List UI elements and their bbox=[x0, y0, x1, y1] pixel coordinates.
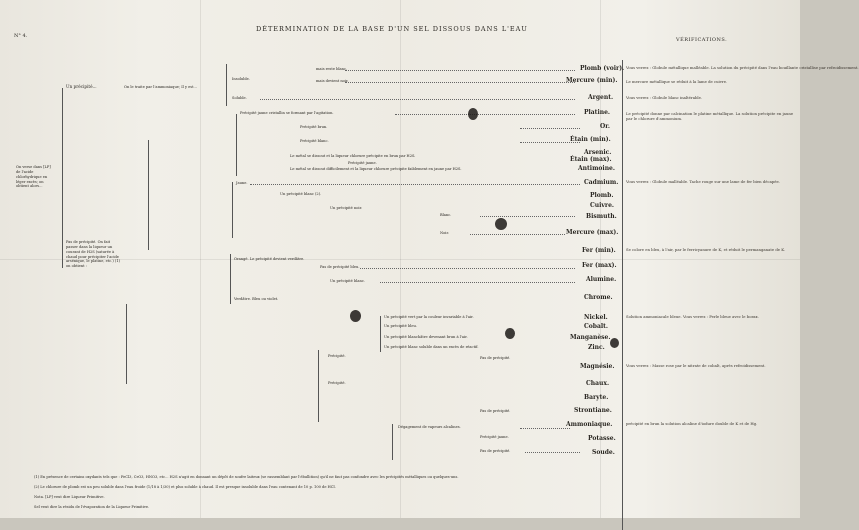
bracket-line bbox=[126, 304, 127, 384]
fifth-note: Pas de précipité. bbox=[480, 356, 511, 360]
leader-line bbox=[345, 70, 575, 71]
page-title: DÉTERMINATION DE LA BASE D'UN SEL DISSOUS DANS L'EAU bbox=[256, 25, 528, 33]
sulfide-note: Le métal se dissout difficilement et la liqueur chlorure précipite faiblement en jaune par H2S. bbox=[290, 167, 462, 171]
verification-text: Vous verrez : Globule blanc inaltérable. bbox=[626, 95, 703, 100]
second-note: Blanc. bbox=[440, 213, 452, 217]
footnote-nota: Nota. [LP] veut dire Liqueur Primitive. bbox=[34, 495, 105, 499]
start-text: On verse dans [LP] de l'acide chlorhydrique en léger excès; on obtient alors... bbox=[16, 165, 51, 189]
branch-precipitate: Un précipité... bbox=[66, 84, 97, 89]
element-chaux: Chaux. bbox=[586, 380, 610, 387]
sulfide-note: Précipité blanc. bbox=[300, 139, 329, 143]
fourth-note: Un précipité blanchâtre devenant brun à l'air. bbox=[384, 335, 468, 339]
footnote-1: (1) En présence de certains oxydants tels que : FeCl3, CrO3, HNO3, etc... H2S n'agit en donnant un dépôt de soufre laiteux (se rassemblant par l'ébullition) qu'il ne faut pas confondre avec les précipités métalliques ou quelques-uns. bbox=[34, 475, 459, 479]
element-arsenic: Arsenic. bbox=[584, 149, 612, 156]
element-magnesie: Magnésie. bbox=[580, 363, 615, 370]
footnote-sel: Sel veut dire la résidu de l'évaporation de la Liqueur Primitive. bbox=[34, 505, 150, 509]
leader-line bbox=[345, 82, 575, 83]
sulfide-note: Précipité jaune. bbox=[348, 161, 377, 165]
second-note: Noir. bbox=[440, 231, 449, 235]
bracket-line bbox=[380, 316, 381, 352]
leader-line bbox=[470, 234, 565, 235]
leader-line bbox=[520, 128, 580, 129]
cond-insoluble: Insoluble. bbox=[232, 77, 250, 81]
bracket-line bbox=[62, 88, 63, 268]
verification-text: Le mercure métallique se réduit à la lame de cuivre. bbox=[626, 79, 728, 84]
leader-line bbox=[260, 99, 575, 100]
element-platine: Platine. bbox=[584, 109, 610, 116]
bracket-line bbox=[148, 140, 149, 250]
verification-block: Vous verrez : Globule malléable. Tache rouge sur une lame de fer bien décapée. bbox=[626, 179, 780, 184]
element-ammoniaque: Ammoniaque. bbox=[566, 421, 613, 428]
bracket-line bbox=[236, 114, 237, 176]
bracket-line bbox=[226, 64, 227, 106]
bracket-line bbox=[230, 254, 231, 304]
ink-blot bbox=[505, 328, 515, 339]
element-cadmium: Cadmium. bbox=[584, 179, 619, 186]
third-note: Orangé. Le précipité devient verdâtre. bbox=[234, 257, 305, 261]
second-note: Un précipité blanc (2). bbox=[280, 192, 322, 196]
branch-no-precipitate: Pas de précipité. On fait passer dans la liqueur un courant de H2S (saturée à chaud pour précipiter l'acide arsénique, le platine, etc.) (1) on obtient : bbox=[66, 240, 121, 269]
ink-blot bbox=[468, 108, 478, 120]
fifth-note: Précipité. bbox=[328, 381, 346, 385]
bracket-line bbox=[318, 350, 319, 422]
elements-divider bbox=[622, 60, 623, 530]
element-fer-max: Fer (max). bbox=[582, 262, 617, 269]
second-note: Jaune. bbox=[236, 181, 248, 185]
element-cuivre: Cuivre. bbox=[590, 202, 614, 209]
sulfide-note: Le métal se dissout et la liqueur chlorure précipite en brun par H2S. bbox=[290, 154, 416, 158]
page-number: N° 4. bbox=[14, 33, 28, 39]
verification-block: précipité en brun la solution alcaline d'iodure double de K et de Hg. bbox=[626, 421, 758, 426]
fourth-note: Un précipité bleu. bbox=[384, 324, 417, 328]
branch-precipitate-sub: On le traite par l'ammoniaque; Il y est... bbox=[124, 85, 197, 89]
leader-line bbox=[520, 428, 570, 429]
third-note: Verdâtre. Bleu ou violet. bbox=[234, 297, 279, 301]
ink-blot bbox=[610, 338, 619, 348]
third-note: Un précipité blanc. bbox=[330, 279, 366, 283]
leader-line bbox=[480, 216, 575, 217]
sub-devient-noir: mais devient noir. bbox=[316, 79, 349, 83]
element-chrome: Chrome. bbox=[584, 294, 613, 301]
cond-soluble: Soluble. bbox=[232, 96, 247, 100]
element-antimoine: Antimoine. bbox=[578, 165, 615, 172]
element-strontiane: Strontiane. bbox=[574, 407, 612, 414]
second-note: Un précipité noir. bbox=[330, 206, 363, 210]
element-etain-min: Étain (min). bbox=[570, 136, 611, 143]
ink-blot bbox=[495, 218, 507, 230]
fifth-note: Précipité. bbox=[328, 354, 346, 358]
element-plomb-2: Plomb. bbox=[590, 192, 614, 199]
footnote-2: (2) Le chlorure de plomb est un peu soluble dans l'eau froide (1/18 à 1/30) et plus soluble à chaud. Il est presque insoluble dans l'eau contenant de 10 p. 100 de HCl. bbox=[34, 485, 336, 489]
leader-line bbox=[250, 184, 580, 185]
leader-line bbox=[525, 452, 580, 453]
element-mercure-min: Mercure (min). bbox=[566, 77, 618, 84]
ink-blot bbox=[350, 310, 361, 322]
third-note: Pas de précipité bleu. bbox=[320, 265, 360, 269]
element-mercure-max: Mercure (max). bbox=[566, 229, 619, 236]
fourth-note: Un précipité blanc soluble dans un excès de réactif. bbox=[384, 345, 479, 349]
verification-block: Se colore en bleu, à l'air, par le ferricyanure de K, et réduit le permanganate de K. bbox=[626, 247, 786, 252]
sixth-note: Dégagement de vapeurs alcalines. bbox=[398, 425, 461, 429]
leader-line bbox=[395, 114, 575, 115]
element-bismuth: Bismuth. bbox=[586, 213, 617, 220]
element-baryte: Baryte. bbox=[584, 394, 609, 401]
bracket-line bbox=[392, 424, 393, 460]
element-plomb: Plomb (voir). bbox=[580, 65, 625, 72]
element-etain-max: Étain (max). bbox=[570, 156, 612, 163]
verification-text: Vous verrez : Globule métallique malléable. La solution du précipité dans l'eau bouillante cristallise par refroidissement. bbox=[626, 65, 859, 70]
element-nickel: Nickel. bbox=[584, 314, 608, 321]
fourth-note: Un précipité vert par la couleur invariable à l'air. bbox=[384, 315, 474, 319]
element-alumine: Alumine. bbox=[586, 276, 617, 283]
leader-line bbox=[380, 282, 575, 283]
element-manganese: Manganèse. bbox=[570, 334, 611, 341]
sulfide-note: Précipité jaune cristallin se formant par l'agitation. bbox=[240, 111, 334, 115]
sub-reste-blanc: mais reste blanc. bbox=[316, 67, 348, 71]
verification-block: Solution ammoniacale bleue. Vous verrez : Perle bleue avec le borax. bbox=[626, 314, 759, 319]
element-soude: Soude. bbox=[592, 449, 615, 456]
verifications-header: VÉRIFICATIONS. bbox=[676, 37, 728, 43]
element-cobalt: Cobalt. bbox=[584, 323, 608, 330]
verification-block: Vous verrez : Masse rose par le nitrate de cobalt, après refroidissement. bbox=[626, 363, 766, 368]
element-or: Or. bbox=[600, 123, 610, 130]
verification-block: Le précipité donne par calcination le platine métallique. La solution précipite en jaune par le chlorure d'ammonium. bbox=[626, 111, 794, 121]
bracket-line bbox=[232, 182, 233, 238]
leader-line bbox=[360, 268, 575, 269]
sulfide-note: Précipité brun. bbox=[300, 125, 328, 129]
element-zinc: Zinc. bbox=[588, 344, 605, 351]
sixth-note: Précipité jaune. bbox=[480, 435, 509, 439]
element-potasse: Potasse. bbox=[588, 435, 616, 442]
fifth-note: Pas de précipité. bbox=[480, 409, 511, 413]
element-fer-min: Fer (min). bbox=[582, 247, 616, 254]
sixth-note: Pas de précipité. bbox=[480, 449, 511, 453]
element-argent: Argent. bbox=[588, 94, 614, 101]
